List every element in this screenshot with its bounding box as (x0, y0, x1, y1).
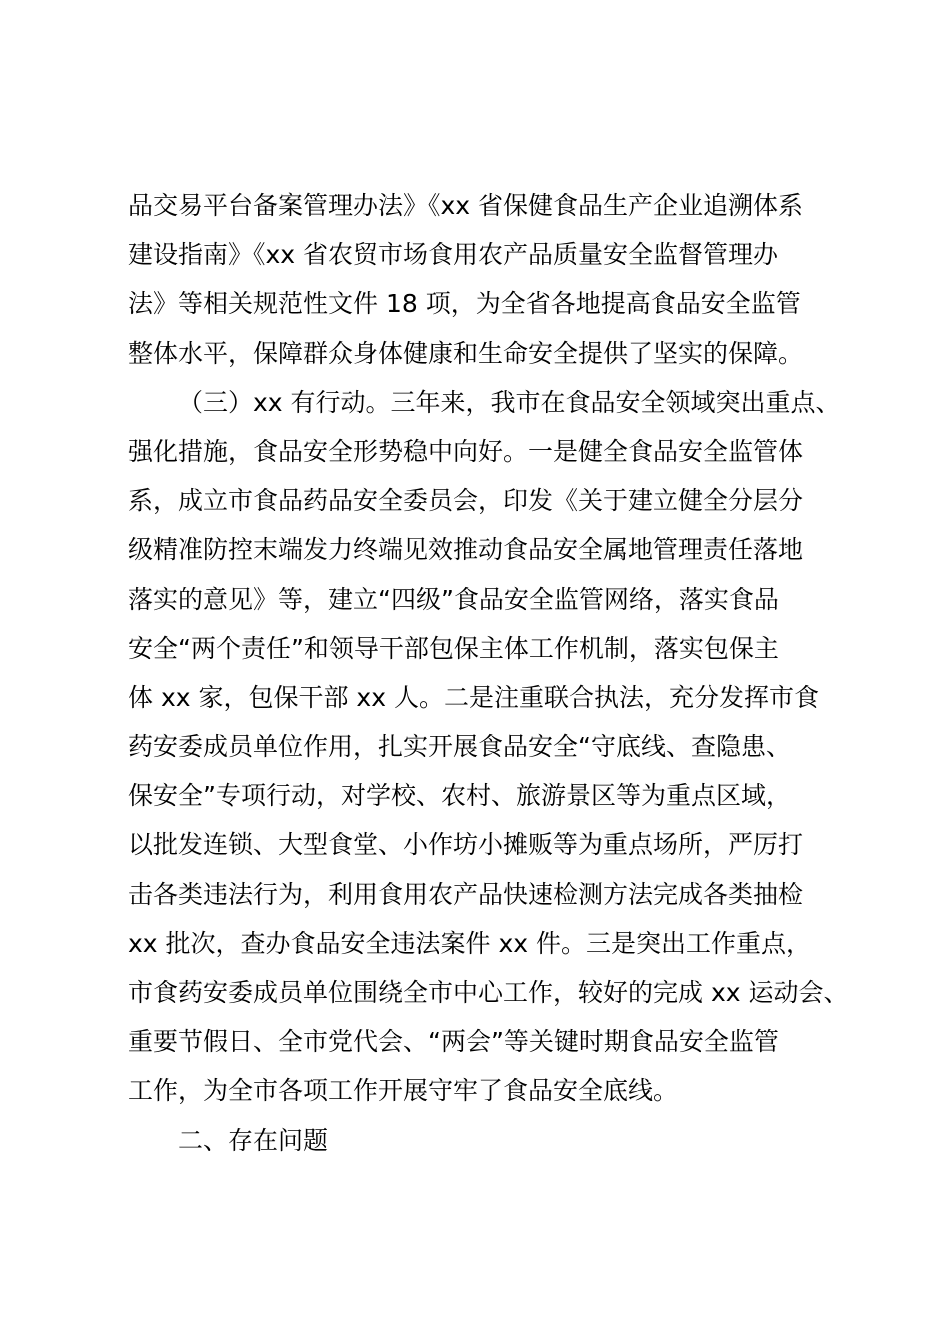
text-line-4: 整体水平，保障群众身体健康和生命安全提供了坚实的保障。 (128, 338, 804, 368)
text-line-19: 工作，为全市各项工作开展守牢了食品安全底线。 (128, 1076, 679, 1106)
text-line-8: 级精准防控末端发力终端见效推动食品安全属地管理责任落地 (128, 535, 804, 565)
paragraph-start-line: （三）xx 有行动。三年来，我市在食品安全领域突出重点、 (178, 387, 841, 417)
text-line-16: xx 批次，查办食品安全违法案件 xx 件。三是突出工作重点， (128, 928, 812, 958)
body-text (128, 181, 849, 1165)
text-line-14: 以批发连锁、大型食堂、小作坊小摊贩等为重点场所，严厉打 (128, 830, 804, 860)
text-line-9: 落实的意见》等，建立“四级”食品安全监管网络，落实食品 (128, 584, 779, 614)
text-line-11: 体 xx 家，包保干部 xx 人。二是注重联合执法，充分发挥市食 (128, 682, 819, 712)
section-heading: 二、存在问题 (178, 1125, 329, 1155)
text-line-17: 市食药安委成员单位围绕全市中心工作，较好的完成 xx 运动会、 (128, 978, 849, 1007)
text-line-3: 法》等相关规范性文件 18 项，为全省各地提高食品安全监管 (128, 289, 801, 319)
text-line-13: 保安全”专项行动，对学校、农村、旅游景区等为重点区域， (128, 781, 791, 811)
text-line-6: 强化措施，食品安全形势稳中向好。一是健全食品安全监管体 (128, 436, 804, 466)
text-line-15: 击各类违法行为，利用食用农产品快速检测方法完成各类抽检 (128, 879, 804, 909)
text-line-7: 系，成立市食品药品安全委员会，印发《关于建立健全分层分 (128, 486, 804, 516)
text-line-1: 品交易平台备案管理办法》《xx 省保健食品生产企业追溯体系 (128, 191, 804, 220)
text-line-2: 建设指南》《xx 省农贸市场食用农产品质量安全监督管理办 (128, 240, 779, 270)
text-line-10: 安全“两个责任”和领导干部包保主体工作机制，落实包保主 (128, 633, 779, 663)
text-line-12: 药安委成员单位作用，扎实开展食品安全“守底线、查隐患、 (128, 732, 791, 762)
text-line-18: 重要节假日、全市党代会、“两会”等关键时期食品安全监管 (128, 1027, 779, 1057)
